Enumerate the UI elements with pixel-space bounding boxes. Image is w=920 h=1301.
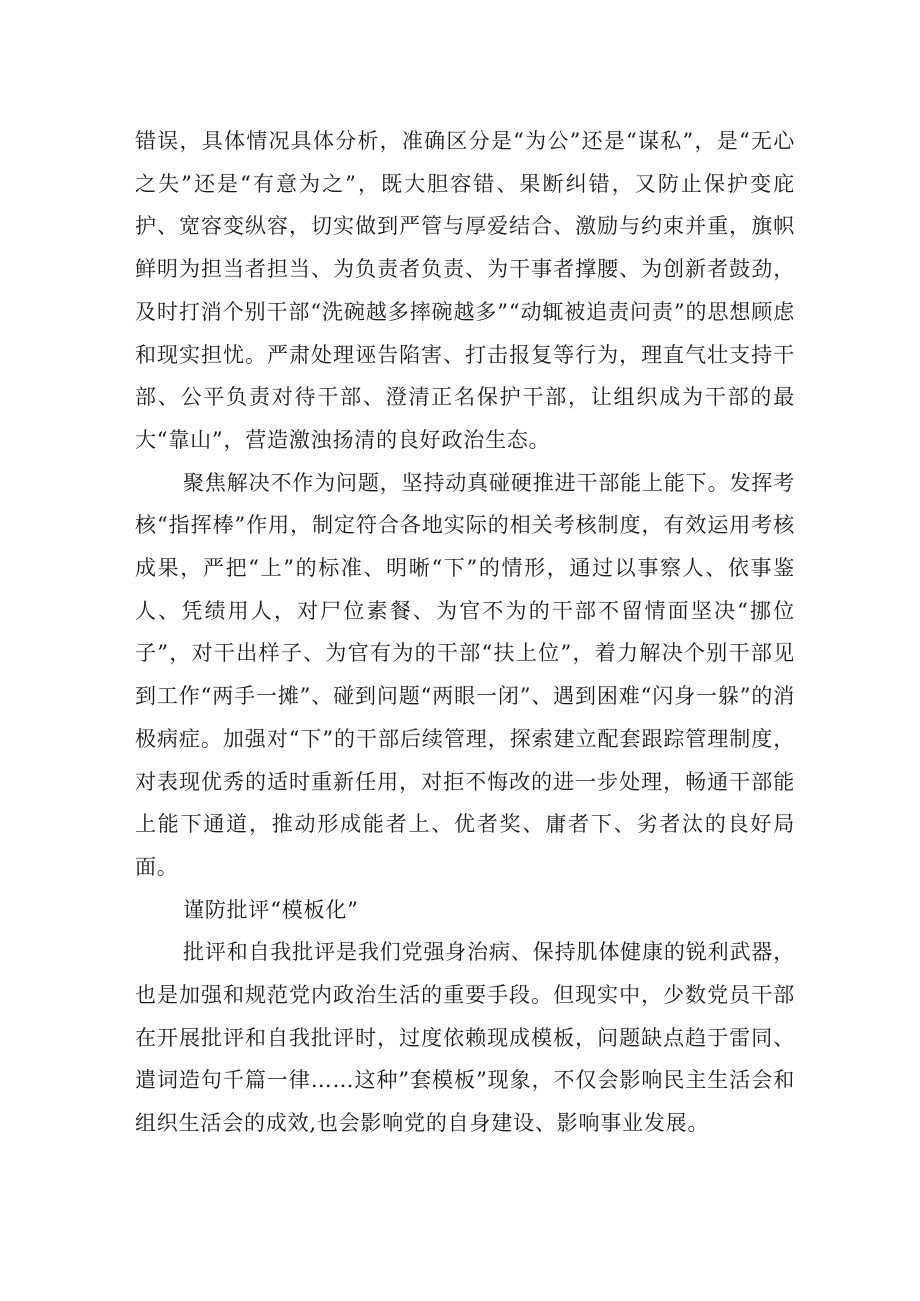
document-body (135, 120, 795, 1145)
paragraph-continued: 错误，具体情况具体分析，准确区分是“为公”还是“谋私”，是“无心之失”还是“有意为之”，既大胆容错、果断纠错，又防止保护变庇护、宽容变纵容，切实做到严管与厚爱结合、激励与约束并重，旗帜鲜明为担当者担当、为负责者负责、为干事者撑腰、为创新者鼓劲，及时打消个别干部“洗碗越多摔碗越多”“动辄被追责问责”的思想顾虑和现实担忧。严肃处理诬告陷害、打击报复等行为，理直气壮支持干部、公平负责对待干部、澄清正名保护干部，让组织成为干部的最大“靠山”，营造激浊扬清的良好政治生态。 (135, 129, 795, 452)
paragraph-cadre-promotion: 聚焦解决不作为问题，坚持动真碰硬推进干部能上能下。发挥考核“指挥棒”作用，制定符合各地实际的相关考核制度，有效运用考核成果，严把“上”的标准、明晰“下”的情形，通过以事察人、依事鉴人、凭绩用人，对尸位素餐、为官不为的干部不留情面坚决“挪位子”，对干出样子、为官有为的干部“扶上位”，着力解决个别干部见到工作“两手一摊”、碰到问题“两眼一闭”、遇到困难“闪身一躲”的消极病症。加强对“下”的干部后续管理，探索建立配套跟踪管理制度，对表现优秀的适时重新任用，对拒不悔改的进一步处理，畅通干部能上能下通道，推动形成能者上、优者奖、庸者下、劣者汰的良好局面。 (135, 470, 795, 879)
paragraph-criticism: 批评和自我批评是我们党强身治病、保持肌体健康的锐利武器，也是加强和规范党内政治生活的重要手段。但现实中，少数党员干部在开展批评和自我批评时，过度依赖现成模板，问题缺点趋于雷同、遣词造句千篇一律……这种”套模板”现象，不仅会影响民主生活会和组织生活会的成效,也会影响党的自身建设、影响事业发展。 (135, 940, 795, 1136)
section-heading: 谨防批评“模板化” (183, 897, 359, 922)
